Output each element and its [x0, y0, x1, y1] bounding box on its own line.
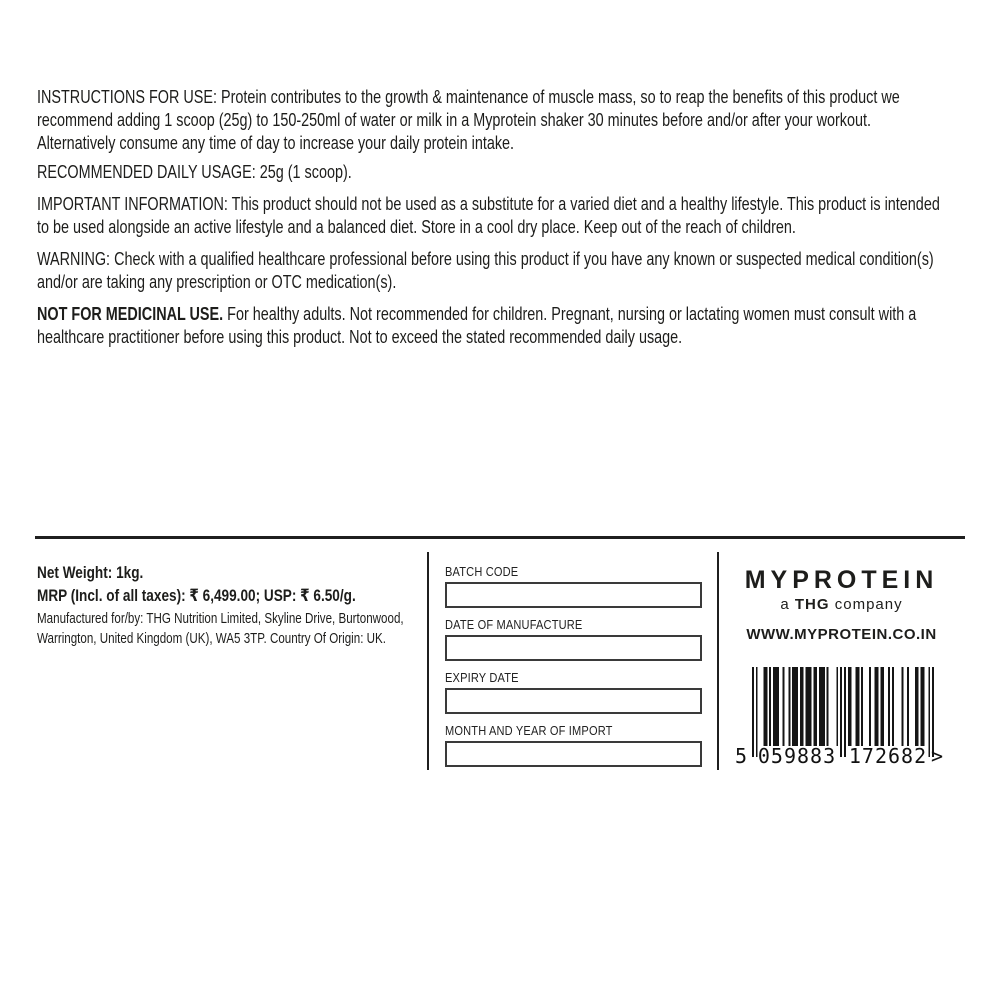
manufacturer-address [37, 610, 453, 649]
text-line: RECOMMENDED DAILY USAGE: 25g (1 scoop). [37, 162, 352, 182]
date-of-manufacture-box [445, 635, 702, 661]
date-of-manufacture-label: DATE OF MANUFACTURE [445, 617, 583, 632]
text-line: to be used alongside an active lifestyle and a balanced diet. Store in a cool dry place. Keep out of the reach of children. [37, 217, 796, 237]
text-line: INSTRUCTIONS FOR USE: Protein contributes to the growth & maintenance of muscle mass, so to reap the benefits of this product we [37, 87, 900, 107]
text-line [37, 303, 957, 326]
text-line: WARNING: Check with a qualified healthcare professional before using this product if you have any known or suspected medical condition(s) [37, 249, 934, 269]
myprotein-logo: MYPROTEIN [744, 566, 939, 594]
medicinal-use-rest: For healthy adults. Not recommended for children. Pregnant, nursing or lactating women must consult with a [223, 304, 917, 324]
field-date-of-manufacture [445, 617, 702, 661]
important-information-paragraph [37, 193, 957, 239]
text-line: Manufactured for/by: THG Nutrition Limited, Skyline Drive, Burtonwood, [37, 611, 404, 627]
tagline-a: a [780, 596, 790, 613]
label-text-block [37, 86, 957, 358]
daily-usage-line [37, 161, 957, 184]
medicinal-use-bold: NOT FOR MEDICINAL USE. [37, 304, 224, 324]
barcode-digits-left: 059883 [757, 744, 837, 768]
website-url: WWW.MYPROTEIN.CO.IN [746, 626, 937, 643]
field-batch-code [445, 564, 702, 608]
text-line: recommend adding 1 scoop (25g) to 150-250ml of water or milk in a Myprotein shaker 30 minutes before and/or after your workout. [37, 110, 872, 130]
month-year-of-import-box [445, 741, 702, 767]
instructions-paragraph [37, 86, 957, 155]
tagline-thg: THG [794, 596, 830, 613]
month-year-of-import-label: MONTH AND YEAR OF IMPORT [445, 723, 613, 738]
barcode-trailer-mark: > [931, 744, 944, 768]
footer-fields-column [445, 564, 702, 776]
medicinal-use-paragraph [37, 303, 957, 349]
thg-tagline [718, 596, 965, 613]
batch-code-box [445, 582, 702, 608]
batch-code-label: BATCH CODE [445, 564, 519, 579]
net-weight-line: Net Weight: 1kg. [37, 563, 144, 582]
text-line: Warrington, United Kingdom (UK), WA5 3TP. Country Of Origin: UK. [37, 630, 386, 647]
expiry-date-label: EXPIRY DATE [445, 670, 519, 685]
tagline-company: company [834, 596, 903, 613]
text-line: healthcare practitioner before using this product. Not to exceed the stated recommended daily usage. [37, 327, 683, 347]
mrp-line: MRP (Incl. of all taxes): ₹ 6,499.00; USP: ₹ 6.50/g. [37, 586, 356, 605]
text-line: Alternatively consume any time of day to increase your daily protein intake. [37, 133, 515, 153]
barcode-digit-first: 5 [734, 744, 747, 768]
text-line: IMPORTANT INFORMATION: This product should not be used as a substitute for a varied diet and a healthy lifestyle. This product is intended [37, 194, 940, 214]
field-month-year-of-import [445, 723, 702, 767]
warning-paragraph [37, 248, 957, 294]
footer-left-column [37, 561, 453, 649]
expiry-date-box [445, 688, 702, 714]
footer-horizontal-rule [35, 536, 965, 539]
barcode-digits-right: 172682 [848, 744, 928, 768]
field-expiry-date [445, 670, 702, 714]
text-line: and/or are taking any prescription or OTC medication(s). [37, 272, 397, 292]
